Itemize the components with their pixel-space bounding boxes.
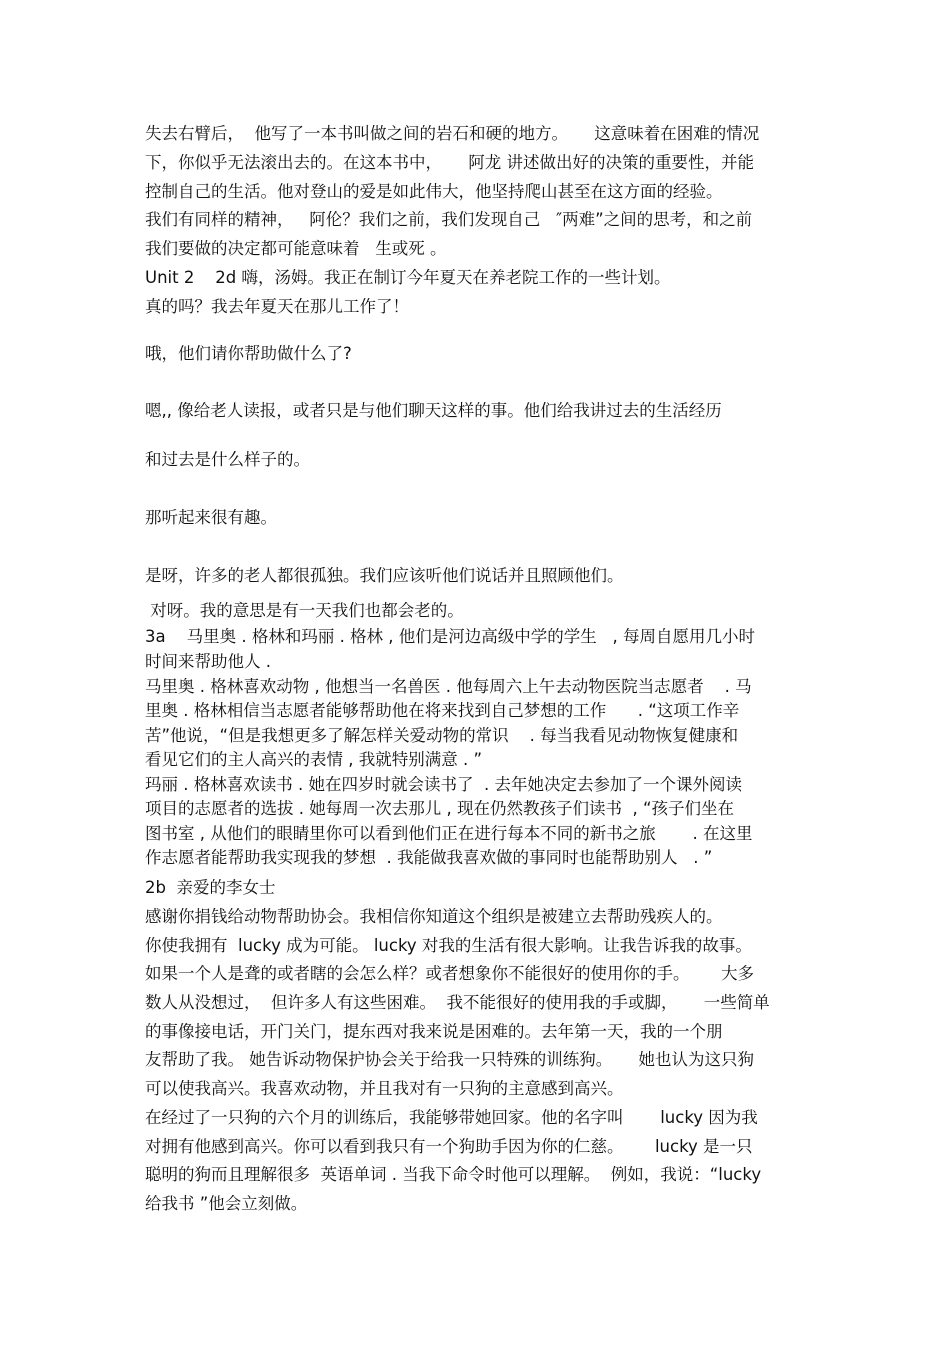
text-line: 聪明的狗而且理解很多 英语单词 . 当我下命令时他可以理解。 例如，我说：“lucky (145, 1165, 762, 1184)
text-line: 真的吗？我去年夏天在那儿工作了！ (145, 297, 409, 316)
text-line: 友帮助了我。 她告诉动物保护协会关于给我一只特殊的训练狗。 她也认为这只狗 (145, 1050, 754, 1069)
text-line: 作志愿者能帮助我实现我的梦想 . 我能做我喜欢做的事同时也能帮助别人 . ” (145, 848, 713, 867)
text-line: 的事像接电话，开门关门，提东西对我来说是困难的。去年第一天，我的一个朋 (145, 1022, 723, 1041)
text-line: 看见它们的主人高兴的表情 , 我就特别满意 . ” (145, 750, 483, 769)
text-line: 控制自己的生活。他对登山的爱是如此伟大，他坚持爬山甚至在这方面的经验。 (145, 182, 723, 201)
text-line: 对呀。我的意思是有一天我们也都会老的。 (145, 601, 464, 620)
text-line: 如果一个人是聋的或者瞎的会怎么样？或者想象你不能很好的使用你的手。 大多 (145, 964, 754, 983)
text-line: 嗯,, 像给老人读报，或者只是与他们聊天这样的事。他们给我讲过去的生活经历 (145, 401, 722, 420)
text-line: 苦”他说，“但是我想更多了解怎样关爱动物的常识 . 每当我看见动物恢复健康和 (145, 726, 739, 745)
text-line: 时间来帮助他人 . (145, 652, 271, 671)
text-line: 在经过了一只狗的六个月的训练后，我能够带她回家。他的名字叫 lucky 因为我 (145, 1108, 758, 1127)
text-line: Unit 2 2d 嗨，汤姆。我正在制订今年夏天在养老院工作的一些计划。 (145, 268, 671, 287)
text-line: 我们有同样的精神， 阿伦？我们之前，我们发现自己 ″两难”之间的思考，和之前 (145, 210, 753, 229)
text-line: 可以使我高兴。我喜欢动物，并且我对有一只狗的主意感到高兴。 (145, 1079, 624, 1098)
text-line: 玛丽 . 格林喜欢读书 . 她在四岁时就会读书了 . 去年她决定去参加了一个课外阅读 (145, 775, 742, 794)
text-line: 马里奥 . 格林喜欢动物 , 他想当一名兽医 . 他每周六上午去动物医院当志愿者 . 马 (145, 677, 752, 696)
text-line: 数人从没想过， 但许多人有这些困难。 我不能很好的使用我的手或脚， 一些简单 (145, 993, 770, 1012)
text-line: 项目的志愿者的选拔 . 她每周一次去那儿 , 现在仍然教孩子们读书 , “孩子们坐在 (145, 799, 734, 818)
text-line: 里奥 . 格林相信当志愿者能够帮助他在将来找到自己梦想的工作 . “这项工作辛 (145, 701, 740, 720)
section-heading: 2b 亲爱的李女士 (145, 878, 276, 897)
text-line: 3a 马里奥 . 格林和玛丽 . 格林 , 他们是河边高级中学的学生 , 每周自愿用几小时 (145, 627, 756, 646)
text-line: 和过去是什么样子的。 (145, 450, 310, 469)
text-line: 图书室 , 从他们的眼睛里你可以看到他们正在进行每本不同的新书之旅 . 在这里 (145, 824, 753, 843)
text-line: 那听起来很有趣。 (145, 508, 277, 527)
text-line: 失去右臂后， 他写了一本书叫做之间的岩石和硬的地方。 这意味着在困难的情况 (145, 124, 760, 143)
text-line: 是呀，许多的老人都很孤独。我们应该听他们说话并且照顾他们。 (145, 566, 624, 585)
text-line: 给我书 ”他会立刻做。 (145, 1194, 308, 1213)
text-line: 下，你似乎无法滚出去的。在这本书中， 阿龙 讲述做出好的决策的重要性，并能 (145, 153, 754, 172)
text-line: 感谢你捐钱给动物帮助协会。我相信你知道这个组织是被建立去帮助残疾人的。 (145, 907, 723, 926)
text-line: 你使我拥有 lucky 成为可能。 lucky 对我的生活有很大影响。让我告诉我的故事。 (145, 936, 752, 955)
text-line: 我们要做的决定都可能意味着 生或死 。 (145, 239, 447, 258)
text-line: 哦，他们请你帮助做什么了? (145, 344, 352, 363)
text-line: 对拥有他感到高兴。你可以看到我只有一个狗助手因为你的仁慈。 lucky 是一只 (145, 1137, 753, 1156)
